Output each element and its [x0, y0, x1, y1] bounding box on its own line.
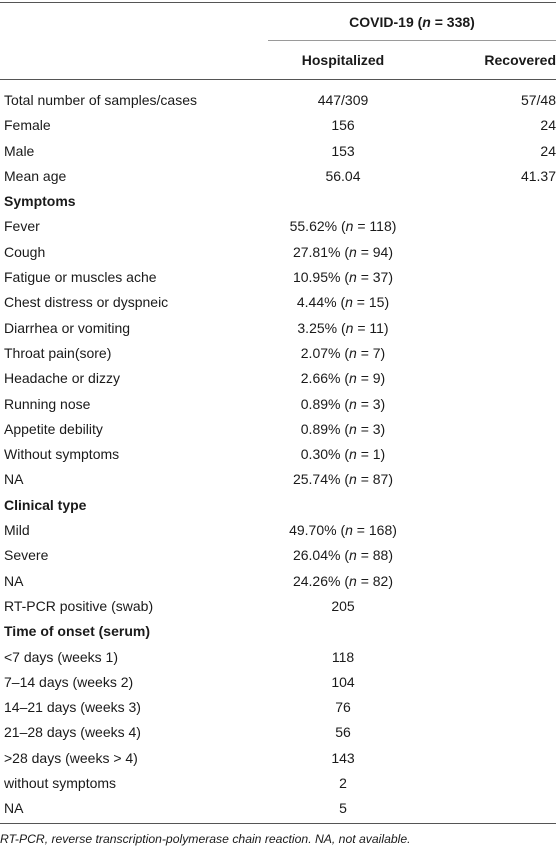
hospitalized-cell: 3.25% (n = 11): [297, 319, 389, 336]
table-row: [0, 543, 556, 568]
row-label: Total number of samples/cases: [4, 92, 197, 108]
covid-group-header: COVID-19 (n = 338): [349, 14, 475, 30]
row-label: Female: [4, 117, 51, 134]
hospitalized-cell: 25.74% (n = 87): [292, 471, 394, 488]
hospitalized-cell: 156: [331, 117, 355, 134]
table-row: [0, 88, 556, 113]
hospitalized-cell: 143: [331, 749, 355, 766]
table-row: [0, 392, 556, 417]
hospitalized-cell: 0.30% (n = 1): [300, 446, 386, 463]
hospitalized-cell: 27.81% (n = 94): [292, 243, 394, 260]
row-label: Diarrhea or vomiting: [4, 319, 131, 336]
row-label: 7–14 days (weeks 2): [4, 673, 134, 690]
table-row: [0, 518, 556, 543]
row-label: Cough: [4, 243, 46, 260]
table-row: [0, 316, 556, 341]
table-row: [0, 796, 556, 821]
section-header-row: [0, 619, 556, 644]
table-row: [0, 569, 556, 594]
row-label: NA: [4, 471, 24, 488]
table-row: [0, 594, 556, 619]
hospitalized-cell: 2.07% (n = 7): [300, 344, 386, 361]
recovered-cell: 24: [540, 117, 556, 134]
hospitalized-cell: 2: [339, 775, 347, 792]
section-header-row: [0, 189, 556, 214]
row-label: Running nose: [4, 395, 91, 412]
table-row: [0, 442, 556, 467]
row-label: >28 days (weeks > 4): [4, 749, 138, 766]
hospitalized-cell: 0.89% (n = 3): [300, 395, 386, 412]
table-row: [0, 645, 556, 670]
hospitalized-cell: 24.26% (n = 82): [292, 572, 394, 589]
table-row: [0, 341, 556, 366]
section-header-row: [0, 493, 556, 518]
table-row: [0, 265, 556, 290]
row-label: Male: [4, 142, 35, 159]
group-header-rule: [268, 40, 556, 41]
header-bottom-rule: [0, 79, 556, 80]
table-row: [0, 670, 556, 695]
row-label: NA: [4, 800, 24, 817]
row-label: without symptoms: [4, 775, 117, 792]
recovered-cell: 41.37: [520, 167, 556, 184]
row-label: <7 days (weeks 1): [4, 648, 118, 665]
row-label: Appetite debility: [4, 420, 103, 437]
hospitalized-cell: 56: [335, 724, 351, 741]
hospitalized-cell: 5: [339, 800, 347, 817]
hospitalized-cell: 26.04% (n = 88): [292, 547, 394, 564]
section-label: Clinical type: [4, 496, 87, 513]
row-label: NA: [4, 572, 24, 589]
row-label: Throat pain(sore): [4, 344, 112, 361]
recovered-cell: 57/48: [520, 92, 556, 108]
table-row: [0, 214, 556, 239]
row-label: Fever: [4, 218, 40, 235]
row-label: Headache or dizzy: [4, 370, 120, 387]
table-row: [0, 290, 556, 315]
hospitalized-cell: 104: [331, 673, 355, 690]
table-row: [0, 113, 556, 138]
table-body: [0, 88, 556, 822]
table-row: [0, 771, 556, 796]
hospitalized-cell: 118: [331, 648, 355, 665]
hospitalized-cell: 447/309: [317, 92, 369, 108]
hospitalized-cell: 10.95% (n = 37): [292, 269, 394, 286]
hospitalized-cell: 153: [331, 142, 355, 159]
hospitalized-cell: 49.70% (n = 168): [289, 522, 397, 539]
hospitalized-cell: 76: [335, 699, 351, 716]
recovered-cell: 24: [540, 142, 556, 159]
section-label: Time of onset (serum): [4, 623, 150, 640]
table-row: [0, 139, 556, 164]
table-top-rule: [0, 2, 556, 3]
table-row: [0, 720, 556, 745]
section-label: Symptoms: [4, 193, 76, 210]
row-label: Without symptoms: [4, 446, 120, 463]
table-row: [0, 746, 556, 771]
table-row: [0, 366, 556, 391]
row-label: Mean age: [4, 167, 67, 184]
table-bottom-rule: [0, 823, 556, 824]
row-label: Mild: [4, 522, 30, 539]
table-row: [0, 417, 556, 442]
row-label: RT-PCR positive (swab): [4, 597, 154, 614]
table-row: [0, 164, 556, 189]
row-label: Chest distress or dyspneic: [4, 294, 169, 311]
row-label: 21–28 days (weeks 4): [4, 724, 141, 741]
row-label: 14–21 days (weeks 3): [4, 699, 141, 716]
recovered-column-header: Recovered: [484, 52, 556, 68]
row-label: Severe: [4, 547, 49, 564]
table-row: [0, 467, 556, 492]
hospitalized-cell: 56.04: [325, 167, 361, 184]
hospitalized-cell: 2.66% (n = 9): [300, 370, 386, 387]
hospitalized-cell: 55.62% (n = 118): [289, 218, 397, 235]
hospitalized-column-header: Hospitalized: [301, 52, 385, 68]
row-label: Fatigue or muscles ache: [4, 269, 157, 286]
table-footnote: RT-PCR, reverse transcription-polymerase chain reaction. NA, not available.: [0, 832, 411, 846]
hospitalized-cell: 205: [331, 597, 355, 614]
table-row: [0, 240, 556, 265]
table-row: [0, 695, 556, 720]
hospitalized-cell: 4.44% (n = 15): [296, 294, 390, 311]
hospitalized-cell: 0.89% (n = 3): [300, 420, 386, 437]
